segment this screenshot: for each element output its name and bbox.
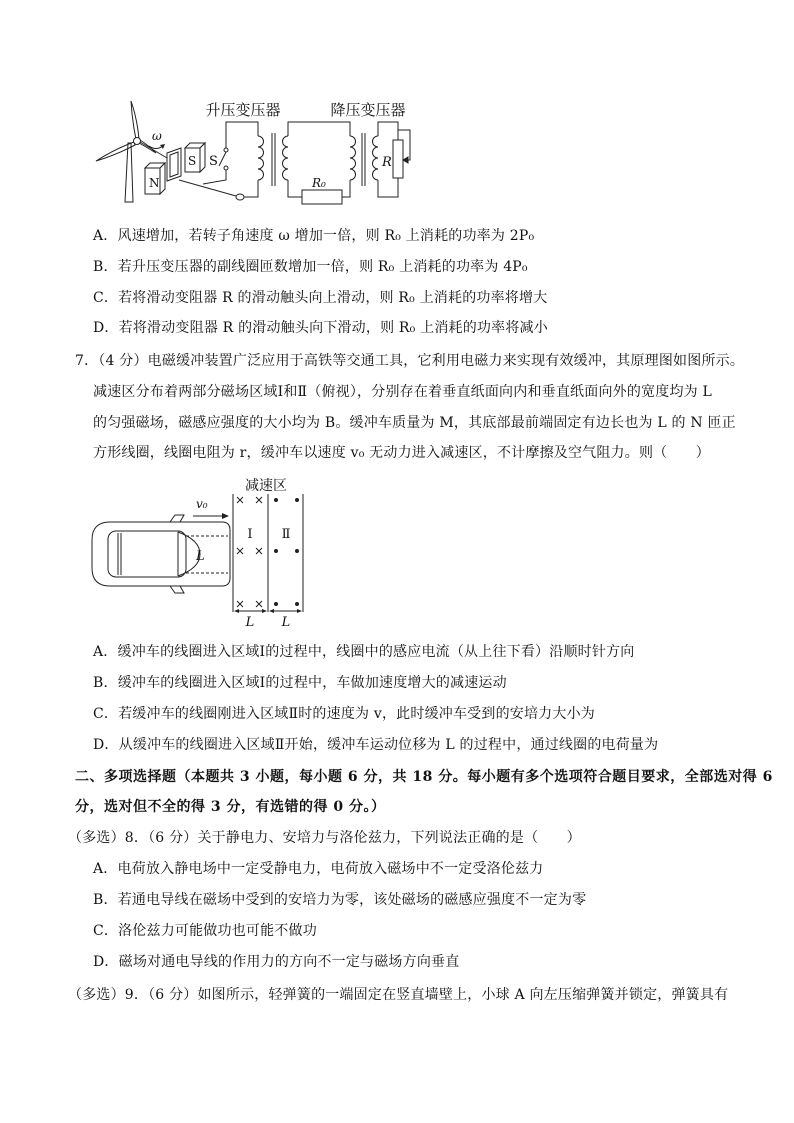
magnet-n-label: N [149, 176, 160, 190]
velocity-arrow [193, 513, 229, 519]
sliding-rheostat-r [393, 140, 403, 178]
q8-option-a: A．电荷放入静电场中一定受静电力，电荷放入磁场中不一定受洛伦兹力 [93, 861, 544, 877]
q8-option-d: D．磁场对通电导线的作用力的方向不一定与磁场方向垂直 [93, 954, 460, 970]
omega-label: ω [152, 129, 162, 143]
q9-stem: （多选）9．（6 分）如图所示，轻弹簧的一端固定在竖直墙壁上，小球 A 向左压缩弹簧并锁定，弹簧具有 [68, 987, 729, 1003]
r-label: R [382, 155, 392, 170]
velocity-label: v₀ [196, 497, 208, 511]
step-down-transformer-label: 降压变压器 [330, 101, 406, 119]
region-1-label: Ⅰ [247, 527, 253, 542]
region-2-field-out-of-page [274, 498, 299, 606]
step-up-transformer [258, 133, 288, 186]
q7-option-c: C．若缓冲车的线圈刚进入区域Ⅱ时的速度为 v，此时缓冲车受到的安培力大小为 [93, 706, 595, 722]
q8-stem: （多选）8．（6 分）关于静电力、安培力与洛伦兹力，下列说法正确的是（ ） [68, 830, 581, 846]
region-1-field-into-page [237, 497, 262, 607]
generator [145, 143, 244, 200]
r0-label: R₀ [312, 176, 326, 190]
region-2-label: Ⅱ [281, 527, 291, 542]
q6-circuit-figure [90, 96, 420, 206]
q6-option-b: B．若升压变压器的副线圈匝数增加一倍，则 R₀ 上消耗的功率为 4P₀ [93, 259, 528, 275]
deceleration-zone-title: 减速区 [245, 478, 287, 494]
coil-side-label: L [196, 549, 205, 564]
buffer-car [92, 515, 230, 593]
q7-option-b: B．缓冲车的线圈进入区域Ⅰ的过程中，车做加速度增大的减速运动 [93, 675, 507, 691]
switch-label: S [209, 154, 218, 169]
transmission-line [288, 122, 350, 204]
q7-stem-line-3: 的匀强磁场，磁感应强度的大小均为 B。缓冲车质量为 M，其底部最前端固定有边长也为 L 的 N 匝正 [93, 415, 736, 431]
q7-option-a: A．缓冲车的线圈进入区域Ⅰ的过程中，线圈中的感应电流（从上往下看）沿顺时针方向 [93, 644, 635, 660]
magnet-s-label: S [188, 154, 197, 168]
rotation-arrow [149, 129, 165, 149]
section-2-heading-line-1: 二、多项选择题（本题共 3 小题，每小题 6 分，共 18 分。每小题有多个选项符合题目要求，全部选对得 6 [75, 769, 773, 785]
q6-option-d: D．若将滑动变阻器 R 的滑动触头向下滑动，则 R₀ 上消耗的功率将减小 [93, 320, 548, 336]
region-1-width-label: L [245, 615, 255, 630]
field-boundaries [233, 494, 303, 612]
step-down-transformer [350, 133, 378, 186]
q8-option-b: B．若通电导线在磁场中受到的安培力为零，该处磁场的磁感应强度不一定为零 [93, 892, 587, 908]
q6-option-a: A．风速增加，若转子角速度 ω 增加一倍，则 R₀ 上消耗的功率为 2P₀ [93, 228, 535, 244]
section-2-heading-line-2: 分，选对但不全的得 3 分，有选错的得 0 分。） [75, 799, 386, 815]
q8-option-c: C．洛伦兹力可能做功也可能不做功 [93, 923, 317, 939]
resistor-r0 [302, 190, 342, 204]
q7-option-d: D．从缓冲车的线圈进入区域Ⅱ开始，缓冲车运动位移为 L 的过程中，通过线圈的电荷量为 [93, 737, 659, 753]
q7-stem-line-4: 方形线圈，线圈电阻为 r，缓冲车以速度 v₀ 无动力进入减速区，不计摩擦及空气阻力。则（ ） [93, 445, 710, 461]
q7-buffer-car-figure [85, 474, 315, 632]
region-2-width-label: L [281, 615, 291, 630]
q7-stem-line-2: 减速区分布着两部分磁场区域Ⅰ和Ⅱ（俯视），分别存在着垂直纸面向内和垂直纸面向外的宽度均为 L [93, 384, 712, 400]
step-up-transformer-label: 升压变压器 [205, 101, 281, 119]
q7-stem-line-1: 7．（4 分）电磁缓冲装置广泛应用于高铁等交通工具，它利用电磁力来实现有效缓冲，其原理图如图所示。 [75, 353, 745, 369]
square-coil [186, 536, 228, 573]
q6-option-c: C．若将滑动变阻器 R 的滑动触头向上滑动，则 R₀ 上消耗的功率将增大 [93, 290, 548, 306]
